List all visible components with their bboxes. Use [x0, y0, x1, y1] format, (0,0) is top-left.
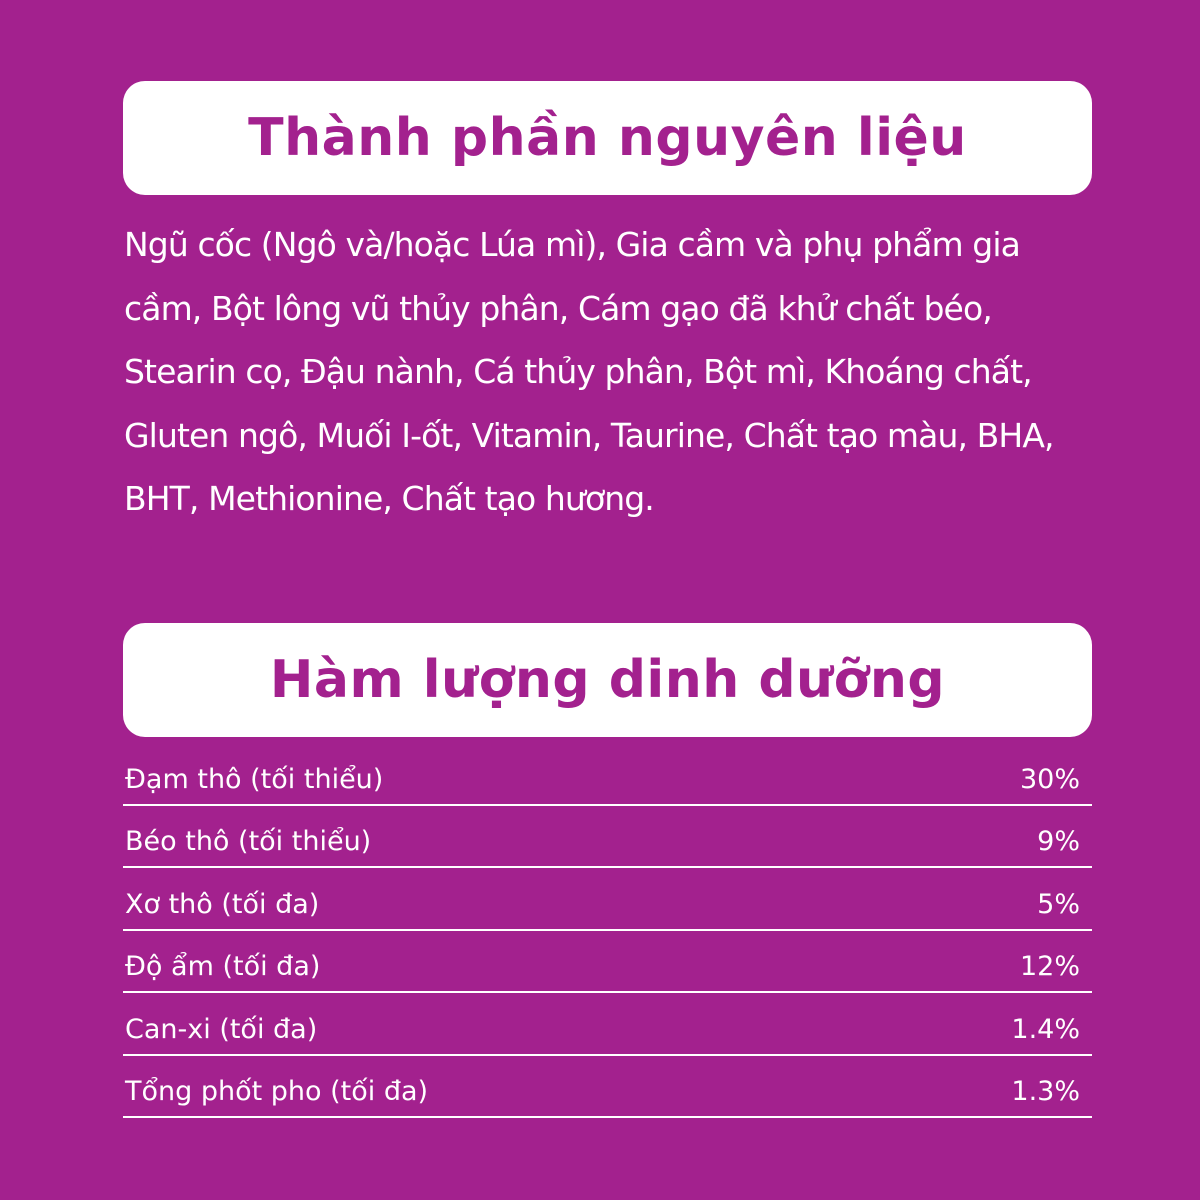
nutrition-title-box [123, 623, 1092, 737]
nutrition-row-fiber [123, 868, 1092, 931]
nutrition-label: Tổng phốt pho (tối đa) [125, 1076, 429, 1108]
nutrition-value: 1.3% [1011, 1076, 1080, 1108]
nutrition-label: Béo thô (tối thiểu) [125, 826, 372, 858]
nutrition-value: 30% [1019, 763, 1080, 795]
nutrition-label: Can-xi (tối đa) [125, 1013, 318, 1045]
nutrition-title: Hàm lượng dinh dưỡng [269, 650, 946, 710]
nutrition-value: 12% [1019, 951, 1080, 983]
nutrition-value: 9% [1037, 826, 1080, 858]
ingredients-title-box [123, 81, 1092, 195]
nutrition-value: 1.4% [1011, 1013, 1080, 1045]
nutrition-label: Độ ẩm (tối đa) [125, 951, 321, 983]
ingredients-text: Ngũ cốc (Ngô và/hoặc Lúa mì), Gia cầm và phụ phẩm gia cầm, Bột lông vũ thủy phân, Cám gạo đã khử chất béo, Stearin cọ, Đậu nành, Cá thủy phân, Bột mì, Khoáng chất, Gluten ngô, Muối I-ốt, Vitamin, Taurine, Chất tạo màu, BHA, BHT, Methionine, Chất tạo hương. [124, 225, 1054, 518]
nutrition-row-calcium [123, 993, 1092, 1056]
nutrition-value: 5% [1037, 888, 1080, 920]
ingredients-title: Thành phần nguyên liệu [248, 108, 967, 168]
nutrition-label: Đạm thô (tối thiểu) [125, 763, 384, 795]
nutrition-row-protein [123, 743, 1092, 806]
nutrition-row-moisture [123, 931, 1092, 994]
nutrition-table [123, 743, 1092, 1118]
nutrition-row-fat [123, 806, 1092, 869]
nutrition-label: Xơ thô (tối đa) [125, 888, 320, 920]
nutrition-row-phosphorus [123, 1056, 1092, 1119]
